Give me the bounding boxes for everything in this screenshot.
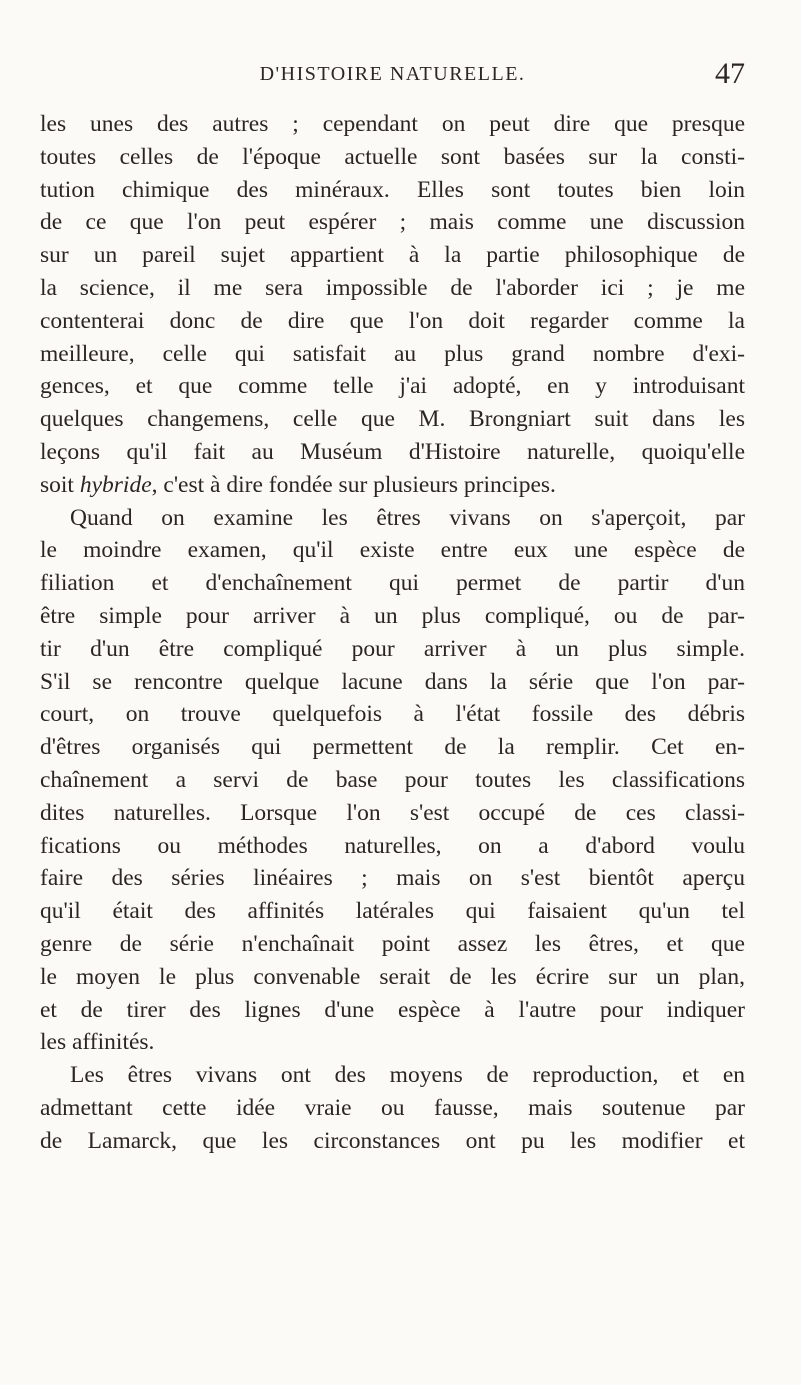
text-line: faire des séries linéaires ; mais on s'est bientôt aperçu [40, 865, 745, 892]
text-line: genre de série n'enchaînait point assez les êtres, et que [40, 930, 745, 957]
text-line: meilleure, celle qui satisfait au plus grand nombre d'exi- [40, 340, 745, 367]
text-line: qu'il était des affinités latérales qui faisaient qu'un tel [40, 898, 745, 925]
text-line: toutes celles de l'époque actuelle sont basées sur la consti- [40, 143, 745, 170]
text-line: le moyen le plus convenable serait de les écrire sur un plan, [40, 963, 745, 990]
text-line: contenterai donc de dire que l'on doit regarder comme la [40, 307, 745, 334]
text-line: de ce que l'on peut espérer ; mais comme une discussion [40, 209, 745, 236]
text-line: d'êtres organisés qui permettent de la remplir. Cet en- [40, 734, 745, 761]
text-line: tution chimique des minéraux. Elles sont toutes bien loin [40, 176, 745, 203]
text-segment: soit [40, 471, 80, 498]
text-line: sur un pareil sujet appartient à la partie philosophique de [40, 242, 745, 269]
italic-word: hybride [79, 471, 152, 498]
text-line: filiation et d'enchaînement qui permet de partir d'un [40, 570, 745, 597]
text-segment: , c'est à dire fondée sur plusieurs principes. [151, 471, 556, 498]
body-text [40, 108, 745, 1158]
text-line: fications ou méthodes naturelles, on a d'abord voulu [40, 832, 745, 859]
paragraph-start-line: Quand on examine les êtres vivans on s'aperçoit, par [70, 504, 745, 531]
text-line: gences, et que comme telle j'ai adopté, en y introduisant [40, 373, 745, 400]
text-line: les affinités. [40, 1029, 155, 1056]
text-line: S'il se rencontre quelque lacune dans la série que l'on par- [40, 668, 745, 695]
text-line: les unes des autres ; cependant on peut dire que presque [40, 111, 745, 137]
text-line: admettant cette idée vraie ou fausse, mais soutenue par [40, 1094, 745, 1121]
text-line: le moindre examen, qu'il existe entre eux une espèce de [40, 537, 745, 564]
page-number: 47 [715, 57, 745, 90]
text-line: et de tirer des lignes d'une espèce à l'autre pour indiquer [40, 996, 745, 1023]
text-line: court, on trouve quelquefois à l'état fossile des débris [40, 701, 745, 728]
text-line-with-italic [40, 469, 745, 502]
paragraph-start-line: Les êtres vivans ont des moyens de reproduction, et en [70, 1062, 745, 1089]
text-line: quelques changemens, celle que M. Brongniart suit dans les [40, 406, 745, 433]
text-line: la science, il me sera impossible de l'aborder ici ; je me [40, 274, 745, 301]
running-title: D'HISTOIRE NATURELLE. [259, 63, 526, 85]
text-line: être simple pour arriver à un plus compliqué, ou de par- [40, 602, 745, 629]
text-line: leçons qu'il fait au Muséum d'Histoire naturelle, quoiqu'elle [40, 438, 745, 465]
text-line: de Lamarck, que les circonstances ont pu les modifier et [40, 1127, 745, 1154]
text-line: chaînement a servi de base pour toutes les classifications [40, 766, 745, 793]
text-line: tir d'un être compliqué pour arriver à un plus simple. [40, 635, 745, 662]
page-header [40, 57, 745, 103]
text-line: dites naturelles. Lorsque l'on s'est occupé de ces classi- [40, 799, 745, 826]
